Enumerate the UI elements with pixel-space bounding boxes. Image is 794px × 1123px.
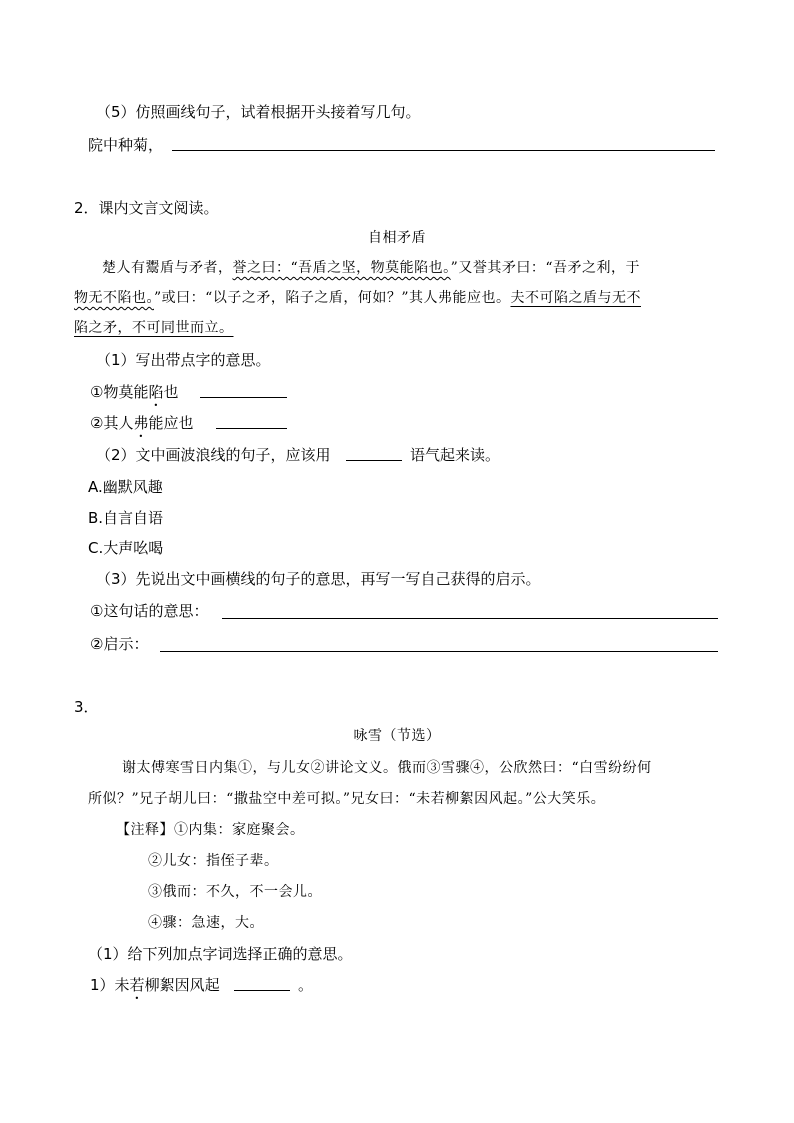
q2-item2-blank[interactable] xyxy=(216,413,287,429)
q2-sub3: （3）先说出文中画横线的句子的意思，再写一写自己获得的启示。 xyxy=(96,570,541,588)
q2-item2-dotted: 弗 xyxy=(133,414,149,432)
q2-item1-blank[interactable] xyxy=(200,382,287,398)
q2-title: 自相矛盾 xyxy=(368,230,426,246)
q2-insight-line[interactable] xyxy=(160,636,718,652)
q2-item1 xyxy=(90,382,178,410)
q2-item2-text: ②其人 xyxy=(90,414,134,432)
q3-item1-blank[interactable] xyxy=(234,975,290,991)
q2-option-b[interactable]: B.自言自语 xyxy=(88,509,164,527)
q2-header: 2．课内文言文阅读。 xyxy=(74,199,219,217)
q3-item1-text: 1）未 xyxy=(90,976,130,994)
q1-sub5: （5）仿照画线句子，试着根据开头接着写几句。 xyxy=(96,103,421,121)
q2-passage-text: ”又誉其矛曰：“吾矛之利，于 xyxy=(450,260,640,276)
q2-meaning-line[interactable] xyxy=(222,603,718,619)
q3-note3: ③俄而：不久，不一会儿。 xyxy=(148,884,322,900)
q3-item1-text: 柳絮因风起 xyxy=(144,976,220,994)
q1-lead: 院中种菊， xyxy=(88,136,164,154)
q3-note1 xyxy=(116,820,305,840)
q2-option-a[interactable]: A.幽默风趣 xyxy=(88,478,163,496)
q2-wavy-sentence: 誉之曰：“吾盾之坚，物莫能陷也。 xyxy=(232,260,451,276)
q2-meaning-label: ①这句话的意思： xyxy=(90,602,209,620)
q2-wavy-sentence: 物无不陷也。 xyxy=(74,290,154,306)
q2-passage-line1 xyxy=(102,258,640,278)
q3-note4: ④骤：急速，大。 xyxy=(148,915,264,931)
q2-underlined-sentence: 陷之矛，不可同世而立。 xyxy=(74,320,234,336)
q2-passage-text: ”或曰：“以子之矛，陷子之盾，何如？”其人弗能应也。 xyxy=(154,290,511,306)
q2-passage-line3 xyxy=(74,318,234,338)
q2-item1-text: ①物莫能 xyxy=(90,383,149,401)
q3-passage-line2: 所似？”兄子胡儿曰：“撒盐空中差可拟。”兄女曰：“未若柳絮因风起。”公大笑乐。 xyxy=(88,791,606,807)
q3-header: 3． xyxy=(74,698,99,716)
q2-insight-label: ②启示： xyxy=(90,635,149,653)
q2-item2 xyxy=(90,413,193,441)
q3-item1-end: 。 xyxy=(298,976,314,994)
q3-note2: ②儿女：指侄子辈。 xyxy=(148,853,279,869)
q3-sub1: （1）给下列加点字词选择正确的意思。 xyxy=(88,945,353,963)
q3-title: 咏雪（节选） xyxy=(353,728,441,744)
q3-passage-line1: 谢太傅寒雪日内集①，与儿女②讲论文义。俄而③雪骤④，公欣然曰：“白雪纷纷何 xyxy=(122,760,652,776)
q2-sub2-tail: 语气起来读。 xyxy=(410,446,501,464)
q2-item1-text: 也 xyxy=(163,383,179,401)
q1-answer-line[interactable] xyxy=(172,135,715,151)
q2-underlined-sentence: 夫不可陷之盾与无不 xyxy=(510,290,641,306)
q2-sub2-blank[interactable] xyxy=(346,445,402,461)
q2-item1-dotted: 陷 xyxy=(148,383,164,401)
q2-sub1: （1）写出带点字的意思。 xyxy=(96,351,271,369)
q2-passage-line2 xyxy=(74,288,641,308)
q2-item2-text: 能应也 xyxy=(148,414,194,432)
q3-item1 xyxy=(90,975,220,1003)
q2-passage-text: 楚人有鬻盾与矛者， xyxy=(102,260,233,276)
q2-sub2: （2）文中画波浪线的句子，应该用 xyxy=(96,446,331,464)
q3-note-text: ①内集：家庭聚会。 xyxy=(174,822,305,838)
q3-note-label: 【注释】 xyxy=(116,822,174,838)
q3-item1-dotted: 若 xyxy=(129,976,145,994)
q2-option-c[interactable]: C.大声吆喝 xyxy=(88,539,164,557)
